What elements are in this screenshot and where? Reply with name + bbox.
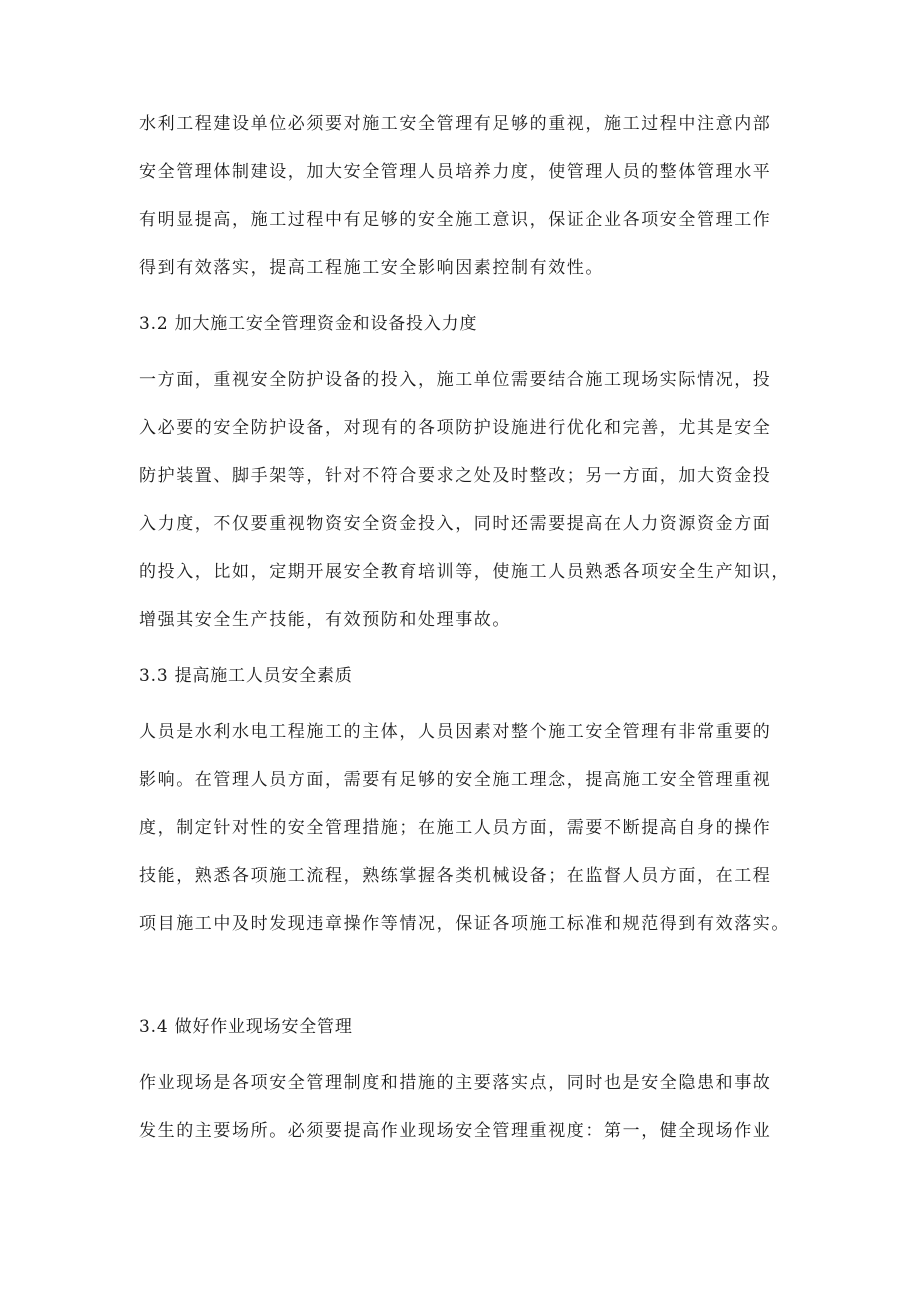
paragraph-line: 项目施工中及时发现违章操作等情况，保证各项施工标准和规范得到有效落实。 — [139, 914, 790, 934]
paragraph-line: 作业现场是各项安全管理制度和措施的主要落实点，同时也是安全隐患和事故 — [139, 1073, 772, 1093]
paragraph-line: 影响。在管理人员方面，需要有足够的安全施工理念，提高施工安全管理重视 — [139, 770, 772, 790]
paragraph-line: 发生的主要场所。必须要提高作业现场安全管理重视度：第一，健全现场作业 — [139, 1121, 772, 1141]
section-heading-3-4: 3.4 做好作业现场安全管理 — [139, 1017, 353, 1037]
section-heading-3-2: 3.2 加大施工安全管理资金和设备投入力度 — [139, 314, 478, 334]
paragraph-line: 安全管理体制建设，加大安全管理人员培养力度，使管理人员的整体管理水平 — [139, 162, 772, 182]
paragraph-line: 水利工程建设单位必须要对施工安全管理有足够的重视，施工过程中注意内部 — [139, 114, 772, 134]
paragraph-line: 度，制定针对性的安全管理措施；在施工人员方面，需要不断提高自身的操作 — [139, 818, 772, 838]
paragraph-line: 防护装置、脚手架等，针对不符合要求之处及时整改；另一方面，加大资金投 — [139, 466, 772, 486]
paragraph-line: 入力度，不仅要重视物资安全资金投入，同时还需要提高在人力资源资金方面 — [139, 514, 772, 534]
paragraph-line: 得到有效落实，提高工程施工安全影响因素控制有效性。 — [139, 258, 604, 278]
paragraph-line: 增强其安全生产技能，有效预防和处理事故。 — [139, 610, 511, 630]
paragraph-line: 一方面，重视安全防护设备的投入，施工单位需要结合施工现场实际情况，投 — [139, 370, 772, 390]
paragraph-line: 的投入，比如，定期开展安全教育培训等，使施工人员熟悉各项安全生产知识， — [139, 562, 790, 582]
paragraph-line: 技能，熟悉各项施工流程，熟练掌握各类机械设备；在监督人员方面，在工程 — [139, 866, 772, 886]
paragraph-line: 人员是水利水电工程施工的主体，人员因素对整个施工安全管理有非常重要的 — [139, 722, 772, 742]
section-heading-3-3: 3.3 提高施工人员安全素质 — [139, 666, 353, 686]
paragraph-line: 入必要的安全防护设备，对现有的各项防护设施进行优化和完善，尤其是安全 — [139, 418, 772, 438]
paragraph-line: 有明显提高，施工过程中有足够的安全施工意识，保证企业各项安全管理工作 — [139, 210, 772, 230]
